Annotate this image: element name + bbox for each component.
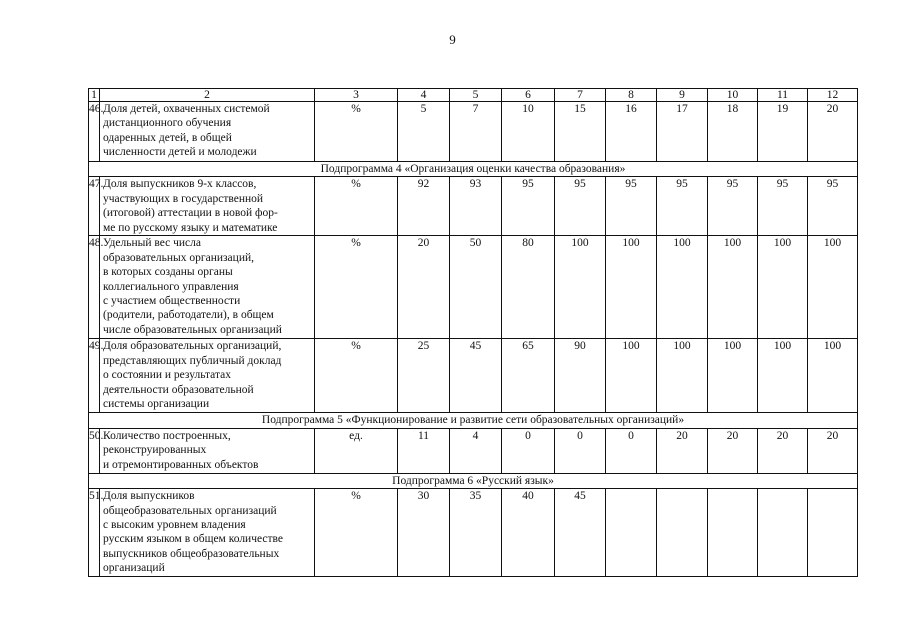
- indicator-name-line: системы организации: [103, 398, 210, 411]
- value-cell: 16: [606, 102, 657, 162]
- indicator-name-line: одаренных детей, в общей: [103, 131, 232, 144]
- column-number-header: 7: [555, 89, 606, 102]
- value-cell: 100: [708, 236, 758, 339]
- value-cell: 25: [398, 339, 450, 413]
- unit-cell: %: [315, 177, 398, 236]
- value-cell: 100: [606, 339, 657, 413]
- indicator-name-line: Доля выпускников: [103, 490, 195, 503]
- indicators-table: [88, 88, 858, 577]
- indicator-name-line: дистанционного обучения: [103, 117, 232, 130]
- value-cell: 20: [708, 428, 758, 473]
- value-cell: 35: [450, 489, 502, 577]
- value-cell: 95: [758, 177, 808, 236]
- value-cell: 100: [657, 236, 708, 339]
- column-number-header: 8: [606, 89, 657, 102]
- column-number-header: 1: [89, 89, 100, 102]
- unit-cell: ед.: [315, 428, 398, 473]
- value-cell: 4: [450, 428, 502, 473]
- column-number-header: 11: [758, 89, 808, 102]
- value-cell: 10: [502, 102, 555, 162]
- unit-cell: %: [315, 236, 398, 339]
- column-number-header: 9: [657, 89, 708, 102]
- value-cell: 19: [758, 102, 808, 162]
- row-number: 50.: [89, 428, 100, 473]
- value-cell: 40: [502, 489, 555, 577]
- value-cell: 90: [555, 339, 606, 413]
- row-number: 49.: [89, 339, 100, 413]
- indicator-name: [100, 489, 315, 577]
- value-cell: 80: [502, 236, 555, 339]
- value-cell: 100: [808, 339, 858, 413]
- unit-cell: %: [315, 102, 398, 162]
- subprogram-title: Подпрограмма 4 «Организация оценки качества образования»: [89, 162, 858, 177]
- indicator-name-line: общеобразовательных организаций: [103, 504, 277, 517]
- value-cell: 0: [555, 428, 606, 473]
- value-cell: 95: [555, 177, 606, 236]
- indicator-name-line: реконструированных: [103, 444, 207, 457]
- value-cell: 100: [808, 236, 858, 339]
- indicator-name-line: Удельный вес числа: [103, 237, 201, 250]
- table-row: [89, 428, 858, 473]
- indicator-name: [100, 339, 315, 413]
- row-number: 47.: [89, 177, 100, 236]
- table-row: [89, 489, 858, 577]
- value-cell: [606, 489, 657, 577]
- page-number: 9: [449, 32, 456, 47]
- value-cell: 95: [657, 177, 708, 236]
- indicator-name-line: коллегиального управления: [103, 280, 239, 293]
- column-number-header: 12: [808, 89, 858, 102]
- value-cell: [758, 489, 808, 577]
- value-cell: 65: [502, 339, 555, 413]
- value-cell: 100: [555, 236, 606, 339]
- row-number: 51.: [89, 489, 100, 577]
- indicator-name-line: численности детей и молодежи: [103, 146, 257, 159]
- value-cell: 45: [555, 489, 606, 577]
- table-row: [89, 236, 858, 339]
- value-cell: 100: [758, 339, 808, 413]
- unit-cell: %: [315, 489, 398, 577]
- indicator-name-line: ме по русскому языку и математике: [103, 221, 278, 234]
- column-number-header: 3: [315, 89, 398, 102]
- value-cell: 17: [657, 102, 708, 162]
- column-number-header: 5: [450, 89, 502, 102]
- subprogram-row: [89, 413, 858, 428]
- value-cell: 95: [808, 177, 858, 236]
- value-cell: [657, 489, 708, 577]
- subprogram-row: [89, 162, 858, 177]
- subprogram-row: [89, 473, 858, 488]
- value-cell: 20: [808, 102, 858, 162]
- value-cell: [708, 489, 758, 577]
- value-cell: 92: [398, 177, 450, 236]
- value-cell: 11: [398, 428, 450, 473]
- value-cell: 95: [708, 177, 758, 236]
- column-number-header: 2: [100, 89, 315, 102]
- indicator-name-line: Доля детей, охваченных системой: [103, 103, 270, 115]
- value-cell: 0: [606, 428, 657, 473]
- value-cell: 45: [450, 339, 502, 413]
- indicator-name-line: с высоким уровнем владения: [103, 519, 246, 532]
- indicator-name: [100, 236, 315, 339]
- value-cell: 18: [708, 102, 758, 162]
- indicator-name-line: и отремонтированных объектов: [103, 458, 259, 471]
- table-row: [89, 339, 858, 413]
- indicator-name-line: русским языком в общем количестве: [103, 533, 283, 546]
- indicator-name-line: Доля выпускников 9-х классов,: [103, 178, 257, 191]
- indicator-name-line: деятельности образовательной: [103, 383, 254, 396]
- unit-cell: %: [315, 339, 398, 413]
- indicator-name-line: в которых созданы органы: [103, 266, 233, 279]
- table-row: [89, 177, 858, 236]
- value-cell: 20: [398, 236, 450, 339]
- value-cell: 20: [657, 428, 708, 473]
- value-cell: 20: [758, 428, 808, 473]
- value-cell: 20: [808, 428, 858, 473]
- value-cell: 100: [606, 236, 657, 339]
- row-number: 48.: [89, 236, 100, 339]
- value-cell: 100: [708, 339, 758, 413]
- subprogram-title: Подпрограмма 6 «Русский язык»: [89, 473, 858, 488]
- indicator-name-line: выпускников общеобразовательных: [103, 547, 280, 560]
- column-number-header: 10: [708, 89, 758, 102]
- indicator-name-line: с участием общественности: [103, 295, 241, 308]
- indicator-name: [100, 177, 315, 236]
- value-cell: [808, 489, 858, 577]
- value-cell: 93: [450, 177, 502, 236]
- indicator-name-line: числе образовательных организаций: [103, 323, 282, 336]
- column-number-header: 4: [398, 89, 450, 102]
- indicator-name-line: участвующих в государственной: [103, 192, 264, 205]
- table-row: [89, 102, 858, 162]
- value-cell: 50: [450, 236, 502, 339]
- indicator-name: [100, 102, 315, 162]
- indicator-name-line: (итоговой) аттестации в новой фор-: [103, 207, 278, 220]
- value-cell: 15: [555, 102, 606, 162]
- value-cell: 30: [398, 489, 450, 577]
- subprogram-title: Подпрограмма 5 «Функционирование и развитие сети образовательных организаций»: [89, 413, 858, 428]
- table-header-row: [89, 89, 858, 102]
- value-cell: 95: [502, 177, 555, 236]
- indicator-name-line: образовательных организаций,: [103, 251, 254, 264]
- indicator-name: [100, 428, 315, 473]
- indicator-name-line: Доля образовательных организаций,: [103, 340, 282, 353]
- indicator-name-line: о состоянии и результатах: [103, 369, 232, 382]
- value-cell: 7: [450, 102, 502, 162]
- column-number-header: 6: [502, 89, 555, 102]
- row-number: 46.: [89, 102, 100, 162]
- indicator-name-line: (родители, работодатели), в общем: [103, 309, 274, 322]
- indicator-name-line: Количество построенных,: [103, 429, 231, 442]
- value-cell: 100: [657, 339, 708, 413]
- value-cell: 5: [398, 102, 450, 162]
- indicator-name-line: представляющих публичный доклад: [103, 354, 282, 367]
- value-cell: 0: [502, 428, 555, 473]
- value-cell: 95: [606, 177, 657, 236]
- indicator-name-line: организаций: [103, 562, 165, 575]
- value-cell: 100: [758, 236, 808, 339]
